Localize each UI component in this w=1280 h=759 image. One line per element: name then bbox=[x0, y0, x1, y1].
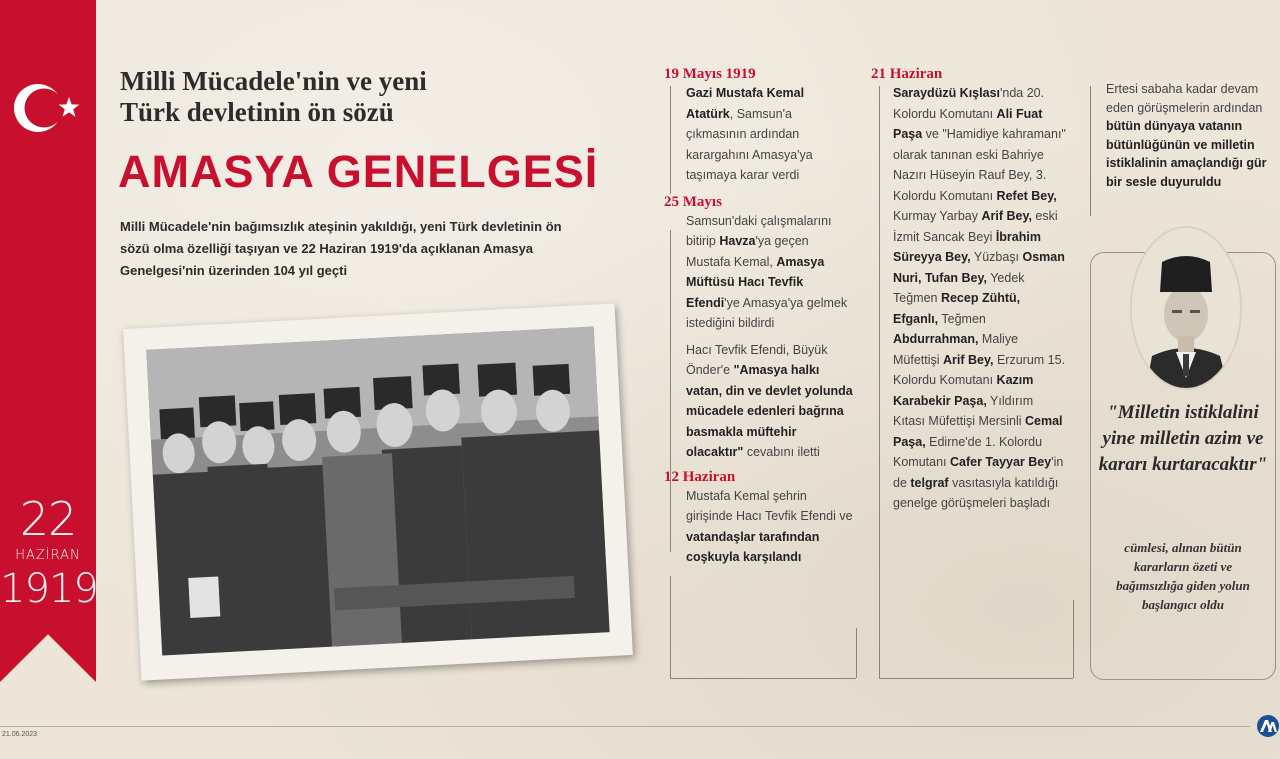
footer-date: 21.06.2023 bbox=[2, 731, 38, 738]
page-subtitle bbox=[120, 66, 560, 128]
side-text: Ertesi sabaha kadar devam eden görüşmelerin ardından bütün dünyaya vatanın bütünlüğünün ve milletin istiklalinin amaçlandığı gür bir sesle duyuruldu bbox=[1106, 82, 1267, 189]
timeline-column-1 bbox=[664, 66, 854, 574]
timeline-end-2 bbox=[1073, 600, 1074, 678]
subtitle-line-2: Türk devletinin ön sözü bbox=[120, 97, 394, 127]
event-date-25-mayis: 25 Mayıs bbox=[664, 193, 722, 210]
event-text-21-haziran: Saraydüzü Kışlası'nda 20. Kolordu Komutanı Ali Fuat Paşa ve "Hamidiye kahramanı" olarak tanınan eski Bahriye Nazırı Hüseyin Rauf Bey, 3. Kolordu Komutanı Refet Bey, Kurmay Yarbay Arif Bey, eski İzmit Sancak Beyi İbrahim Süreyya Bey, Yüzbaşı Osman Nuri, Tufan Bey, Yedek Teğmen Recep Zühtü, Efganlı, Teğmen Abdurrahman, Maliye Müfettişi Arif Bey, Erzurum 15. Kolordu Komutanı Kazım Karabekir Paşa, Yıldırım Kıtası Müfettişi Mersinli Cemal Paşa, Edirne'de 1. Kolordu Komutanı Cafer Tayyar Bey'in de telgraf vasıtasıyla katıldığı genelge görüşmeleri başladı bbox=[893, 86, 1066, 510]
event-date-12-haziran: 12 Haziran bbox=[664, 468, 736, 485]
event-date-21-haziran: 21 Haziran bbox=[871, 66, 943, 82]
banner-month: HAZİRAN bbox=[15, 548, 81, 563]
turkish-crescent-star-icon bbox=[12, 78, 84, 138]
intro-text: Milli Mücadele'nin bağımsızlık ateşinin yakıldığı, yeni Türk devletinin ön sözü olma özelliği taşıyan ve 22 Haziran 1919'da açıklanan Amasya Genelgesi'nin üzerinden 104 yıl geçti bbox=[120, 219, 562, 278]
banner-year: 1919 bbox=[0, 566, 98, 612]
event-text-25-mayis-reply: Hacı Tevfik Efendi, Büyük Önder'e "Amasya halkı vatan, din ve devlet yolunda mücadele edenleri bağrına basmakla müftehir olacaktır" cevabını iletti bbox=[686, 342, 853, 459]
side-divider bbox=[1090, 86, 1091, 216]
timeline-base-2 bbox=[879, 678, 1073, 679]
footer-divider bbox=[0, 726, 1250, 727]
timeline-end-1 bbox=[856, 628, 857, 678]
ataturk-portrait-icon bbox=[1130, 226, 1242, 390]
timeline-column-2 bbox=[871, 66, 1067, 520]
timeline-base-1 bbox=[670, 678, 856, 679]
event-text-19-mayis: Gazi Mustafa Kemal Atatürk, Samsun'a çıkmasının ardından karargahını Amasya'ya taşımaya karar verdi bbox=[686, 86, 813, 182]
timeline-line-3 bbox=[670, 576, 671, 678]
event-text-12-haziran: Mustafa Kemal şehrin girişinde Hacı Tevfik Efendi ve vatandaşlar tarafından coşkuyla karşılandı bbox=[686, 488, 853, 564]
aa-logo-icon bbox=[1256, 714, 1280, 738]
event-text-25-mayis: Samsun'daki çalışmalarını bitirip Havza'ya geçen Mustafa Kemal, Amasya Müftüsü Hacı Tevfik Efendi'ye Amasya'ya gelmek istediğini bildirdi bbox=[686, 213, 848, 330]
event-date-19-mayis: 19 Mayıs 1919 bbox=[664, 66, 756, 82]
quote-text: "Milletin istiklalini yine milletin azim ve kararı kurtaracaktır" bbox=[1098, 402, 1268, 475]
banner-day: 22 bbox=[19, 492, 77, 546]
quote-caption: cümlesi, alınan bütün kararların özeti ve bağımsızlığa giden yolun başlangıcı oldu bbox=[1116, 540, 1250, 612]
photo-frame bbox=[123, 303, 633, 680]
page-title: AMASYA GENELGESİ bbox=[118, 146, 599, 197]
subtitle-line-1: Milli Mücadele'nin ve yeni bbox=[120, 66, 427, 96]
historical-group-photo bbox=[146, 326, 609, 655]
